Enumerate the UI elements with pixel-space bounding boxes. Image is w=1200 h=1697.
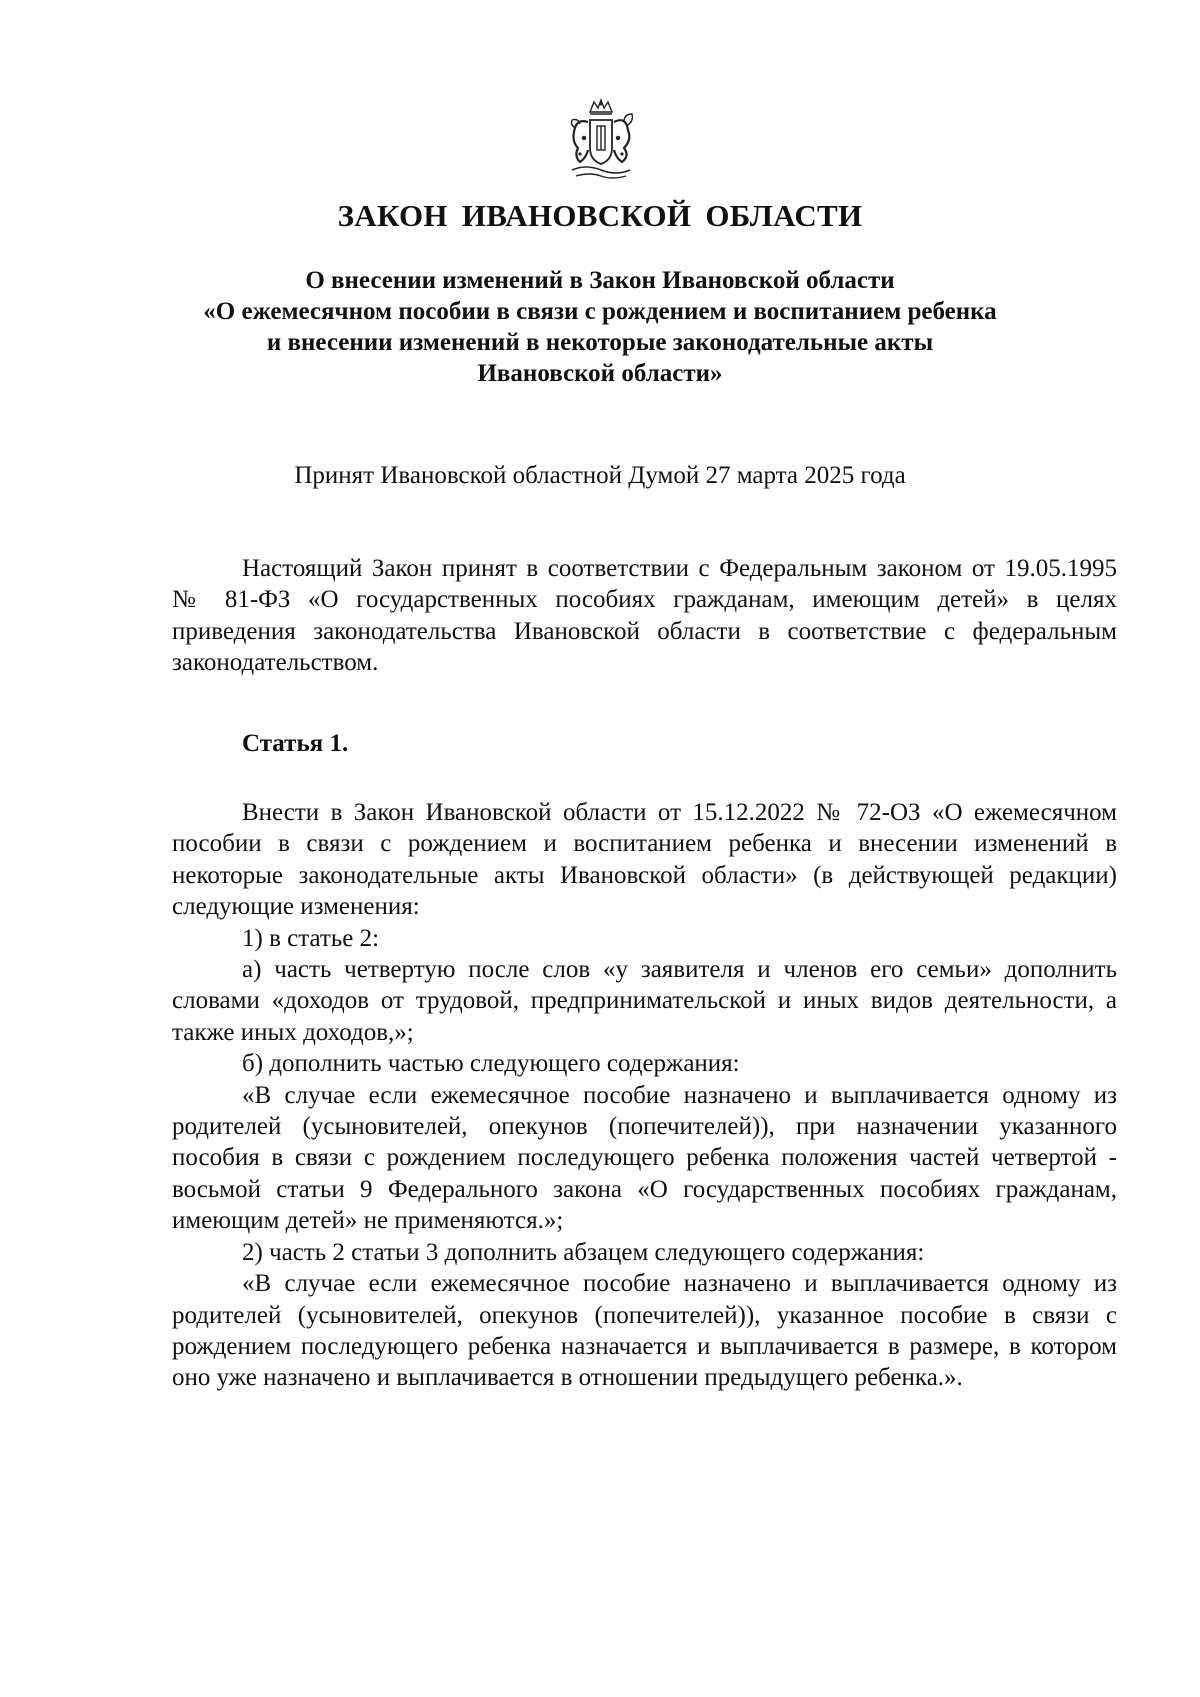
- article-paragraph: Внести в Закон Ивановской области от 15.12.2022 № 72-ОЗ «О ежемесячном пособии в связи с рождением и воспитанием ребенка и внесении изменений в некоторые законодательные акты Ивановской области» (в действующей редакции) следующие изменения:: [172, 799, 1117, 921]
- subtitle-line: Ивановской области»: [477, 360, 723, 387]
- subtitle-line: «О ежемесячном пособии в связи с рождением и воспитанием ребенка: [203, 298, 997, 325]
- subtitle-line: О внесении изменений в Закон Ивановской области: [305, 267, 895, 294]
- law-title: ЗАКОН ИВАНОВСКОЙ ОБЛАСТИ: [337, 198, 863, 233]
- law-subtitle: [150, 265, 1050, 389]
- preamble: [172, 553, 1117, 679]
- article-paragraph: «В случае если ежемесячное пособие назначено и выплачивается одному из родителей (усыновителей, опекунов (попечителей)), при назначении указанного пособия в связи с рождением последующего ребенка положения частей четвертой - восьмой статьи 9 Федерального закона «О государственных пособиях гражданам, имеющим детей» не применяются.»;: [172, 1081, 1117, 1235]
- article-heading: Статья 1.: [242, 730, 349, 757]
- subtitle-line: и внесении изменений в некоторые законодательные акты: [266, 329, 934, 356]
- coat-of-arms-icon: [566, 98, 636, 184]
- article-paragraph: б) дополнить частью следующего содержания:: [242, 1050, 740, 1078]
- article-paragraph: «В случае если ежемесячное пособие назначено и выплачивается одному из родителей (усыновителей, опекунов (попечителей)), указанное пособие в связи с рождением последующего ребенка назначается и выплачивается в размере, в котором оно уже назначено и выплачивается в отношении предыдущего ребенка.».: [172, 1270, 1117, 1392]
- article-paragraph: а) часть четвертую после слов «у заявителя и членов его семьи» дополнить словами «доходов от трудовой, предпринимательской и иных видов деятельности, а также иных доходов,»;: [172, 956, 1117, 1046]
- article-paragraph: 1) в статье 2:: [242, 924, 380, 952]
- adoption-line: Принят Ивановской областной Думой 27 марта 2025 года: [294, 462, 906, 489]
- article-paragraph: 2) часть 2 статьи 3 дополнить абзацем следующего содержания:: [242, 1238, 925, 1266]
- article-body: [172, 797, 1117, 1394]
- preamble-paragraph: Настоящий Закон принят в соответствии с Федеральным законом от 19.05.1995 № 81-ФЗ «О государственных пособиях гражданам, имеющим детей» в целях приведения законодательства Ивановской области в соответствие с федеральным законодательством.: [172, 555, 1117, 677]
